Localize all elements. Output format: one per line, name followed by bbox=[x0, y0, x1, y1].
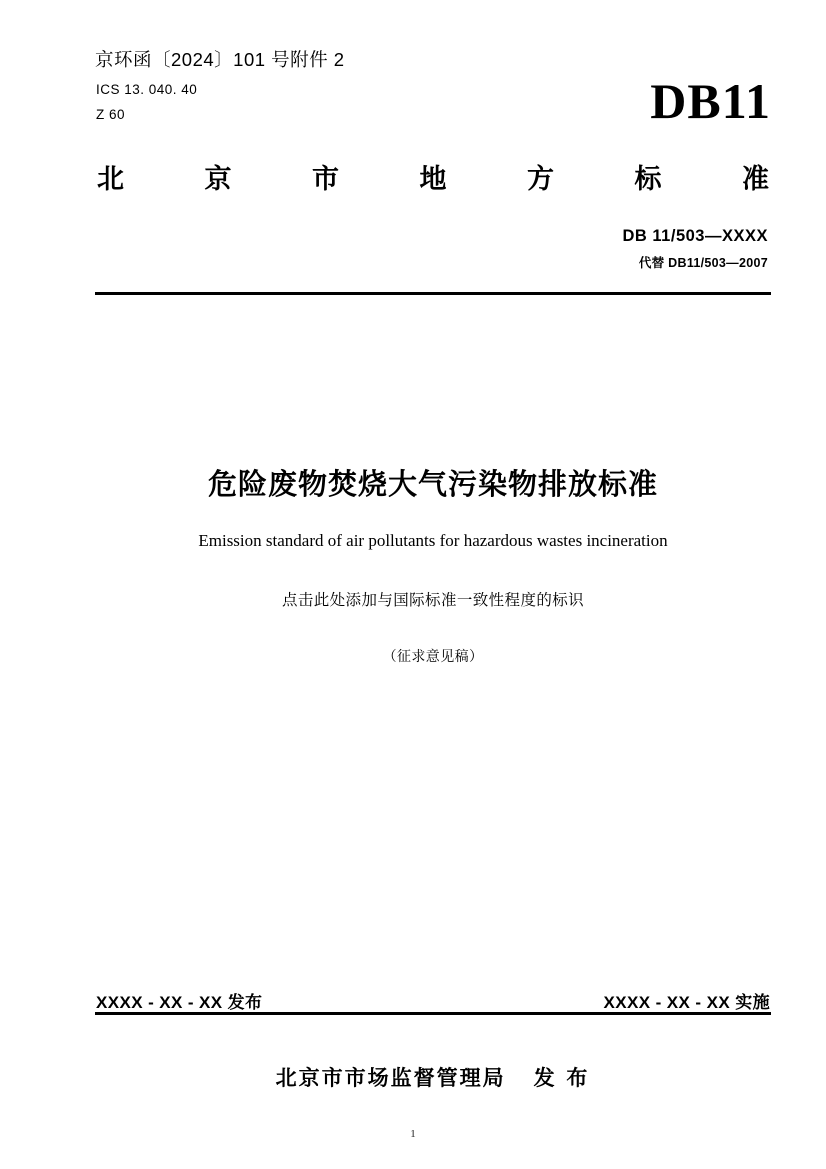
international-identity-note: 点击此处添加与国际标准一致性程度的标识 bbox=[281, 592, 585, 609]
issuing-authority bbox=[95, 1062, 771, 1092]
page-title: 危险废物焚烧大气污染物排放标准 bbox=[207, 469, 658, 501]
standard-type-heading bbox=[97, 157, 769, 196]
heading-char: 方 bbox=[527, 164, 554, 194]
issuing-authority-verb: 发 布 bbox=[533, 1067, 591, 1090]
standard-replaces: 代替 DB11/503—2007 bbox=[638, 256, 768, 270]
document-reference-number: 京环函〔2024〕101 号附件 2 bbox=[95, 49, 345, 70]
issuing-authority-name: 北京市市场监督管理局 bbox=[275, 1067, 506, 1090]
implementation-date: XXXX - XX - XX 实施 bbox=[603, 993, 770, 1012]
heading-char: 京 bbox=[204, 164, 232, 194]
heading-char: 市 bbox=[312, 164, 339, 194]
heading-char: 标 bbox=[634, 164, 662, 194]
ccs-classification: Z 60 bbox=[96, 107, 126, 122]
heading-char: 北 bbox=[97, 164, 124, 194]
header-divider-rule bbox=[95, 292, 771, 295]
page-content bbox=[95, 0, 771, 1169]
footer-divider-rule bbox=[95, 1012, 771, 1015]
heading-char: 地 bbox=[419, 164, 447, 194]
publication-dates bbox=[96, 988, 770, 1013]
page-title-english: Emission standard of air pollutants for hazardous wastes incineration bbox=[198, 531, 668, 550]
ics-classification: ICS 13. 040. 40 bbox=[96, 82, 198, 97]
heading-char: 准 bbox=[742, 164, 769, 194]
standard-number: DB 11/503—XXXX bbox=[622, 227, 768, 245]
issue-date: XXXX - XX - XX 发布 bbox=[96, 993, 263, 1012]
draft-stage-label: （征求意见稿） bbox=[382, 648, 484, 664]
page-number: 1 bbox=[410, 1128, 416, 1140]
db11-logo: DB11 bbox=[650, 73, 771, 129]
